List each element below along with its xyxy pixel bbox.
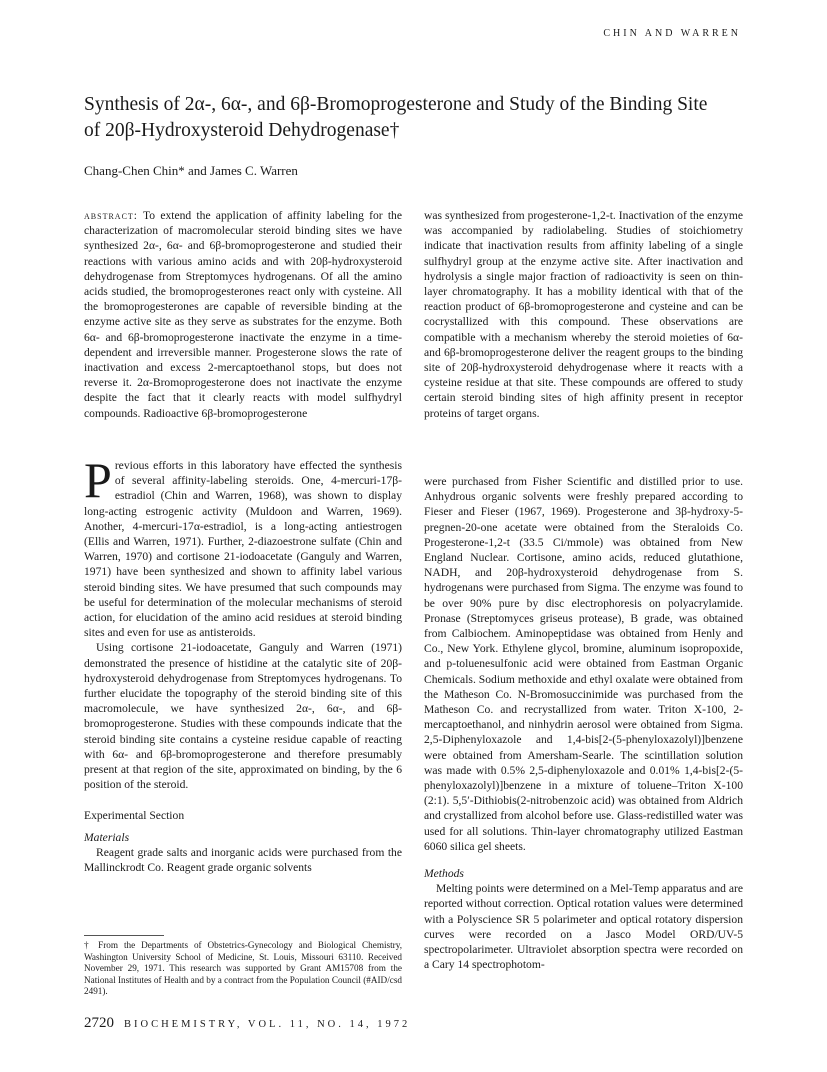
subsection-heading: Methods (424, 867, 464, 881)
footnote: † From the Departments of Obstetrics-Gynecology and Biological Chemistry, Washington University School of Medicine, St. Louis, Missouri 63110. Received November 29, 1971. This research was supported by Grant AM15708 from the National Institutes of Health and by a contract from the Population Council (#AID/csd 2491). (84, 940, 402, 997)
abstract-label: abstract: (84, 209, 139, 222)
authors: Chang-Chen Chin* and James C. Warren (84, 163, 298, 178)
footnote-rule (84, 935, 164, 936)
paragraph: were purchased from Fisher Scientific and distilled prior to use. Anhydrous organic solvents were freshly prepared according to Fieser and Fieser (1967, 1969). Progesterone and 3β-hydroxy-5-pregnen-20-one acetate were obtained from the Steraloids Co. Progesterone-1,2-t (33.5 Ci/mmole) was obtained from New England Nuclear. Cortisone, amino acids, reduced glutathione, NADH, and 20β-hydroxysteroid dehydrogenase from S. hydrogenans were purchased from Sigma. The enzyme was found to be over 90% pure by disc electrophoresis on polyacrylamide. Pronase (Streptomyces griseus protease), B grade, was obtained from Calbiochem. Aminopeptidase was obtained from Henly and Co., New York. Ethylene glycol, bromine, aluminum isopropoxide, and p-toluenesulfonic acid were obtained from Eastman Organic Chemicals. Sodium methoxide and ethyl oxalate were obtained from the Matheson Co. N-Bromosuccinimide was purchased from the Matheson Co. and recrystallized from water. Triton X-100, 2-mercaptoethanol, and ninhydrin aerosol were obtained from Sigma. 2,5-Diphenyloxazole and 1,4-bis[2-(5-phenyloxazolyl)]benzene were obtained from Amersham-Searle. The scintillation solution was made with 0.5% 2,5-diphenyloxazole and 0.01% 1,4-bis[2-(5-phenyloxazolyl)]benzene in a mixture of toluene–Triton X-100 (2:1). 5,5′-Dithiobis(2-nitrobenzoic acid) was obtained from Aldrich and crystallized from alcohol before use. Glass-redistilled water was used for all solutions. Thin-layer chromatography utilized Eastman 6060 silica gel sheets. (424, 475, 743, 853)
body-right-column (424, 474, 743, 973)
section-heading: Experimental Section (84, 809, 185, 823)
journal-citation: BIOCHEMISTRY, VOL. 11, NO. 14, 1972 (124, 1019, 411, 1030)
drop-cap: P (84, 452, 112, 508)
paragraph: Melting points were determined on a Mel-Temp apparatus and are reported without correction. Optical rotation values were determined with a Polyscience SR 5 polarimeter and optical rotatory dispersion curves were recorded on a Jasco Model ORD/UV-5 spectropolarimeter. Ultraviolet absorption spectra were recorded on a Cary 14 spectrophotom- (424, 882, 743, 972)
paragraph: Reagent grade salts and inorganic acids were purchased from the Mallinckrodt Co. Reagent grade organic solvents (84, 845, 402, 875)
article-title: Synthesis of 2α-, 6α-, and 6β-Bromoprogesterone and Study of the Binding Site of 20β-Hydroxysteroid Dehydrogenase† (84, 94, 708, 141)
abstract-text-left: To extend the application of affinity labeling for the characterization of macromolecular steroid binding sites we have synthesized 2α-, 6α- and 6β-bromoprogesterone and studied their reactions with various amino acids and with 20β-hydroxysteroid dehydrogenase from Streptomyces hydrogenans. Of all the amino acids studied, the bromoprogesterones react only with cysteine. All the bromoprogesterones are capable of reversible binding at the enzyme active site as they serve as substrates for the enzyme. Both 6α- and 6β-bromoprogesterone inactivate the enzyme in a time-dependent and irreversible manner. Progesterone slows the rate of inactivation and excess 2-mercaptoethanol stops, but does not reverse it. 2α-Bromoprogesterone does not inactivate the enzyme despite the fact that it clearly reacts with model sulfhydryl compounds. Radioactive 6β-bromoprogesterone (84, 209, 402, 420)
page-footer (84, 1015, 410, 1032)
paragraph: Using cortisone 21-iodoacetate, Ganguly and Warren (1971) demonstrated the presence of histidine at the catalytic site of 20β-hydroxysteroid dehydrogenase from Streptomyces hydrogenans. To further elucidate the topography of the steroid binding site of this macromolecule, we have synthesized 2α-, 6α-, and 6β-bromoprogesterone. Studies with these compounds indicate that the steroid binding site contains a cysteine residue capable of reacting with 6α- and 6β-bromoprogesterone and therefore presumably present at that region of the site, approximated on binding, by the 6 position of the steroid. (84, 641, 402, 792)
running-head: CHIN AND WARREN (603, 28, 741, 39)
page-number: 2720 (84, 1015, 114, 1031)
intro-paragraph: revious efforts in this laboratory have effected the synthesis of several affinity-labeling steroids. One, 4-mercuri-17β-estradiol (Chin and Warren, 1968), was shown to display long-acting estrogenic activity (Muldoon and Warren, 1969). Another, 4-mercuri-17α-estradiol, is a long-acting antiestrogen (Ellis and Warren, 1971). Further, 2-diazoestrone sulfate (Chin and Warren, 1970) and cortisone 21-iodoacetate (Ganguly and Warren, 1971) have been synthesized and shown to affinity label various steroid binding sites. We have presumed that such compounds may be useful for determination of the molecular mechanisms of steroid action, for elucidation of the amino acid residues at steroid binding sites and even for use as antisteroids. (84, 459, 402, 640)
abstract-right-column (424, 208, 743, 421)
abstract-left-column (84, 208, 402, 421)
body-left-column (84, 452, 402, 875)
abstract-text-right: was synthesized from progesterone-1,2-t. Inactivation of the enzyme was accompanied by radiolabeling. Studies of stoichiometry indicate that inactivation results from affinity labeling of a single sulfhydryl group at the enzyme active site. After inactivation and hydrolysis a single major fraction of radioactivity is seen on thin-layer chromatography. It has a mobility identical with that of the reaction product of 6β-bromoprogesterone and cysteine and can be cocrystallized with this compound. These observations are compatible with a mechanism whereby the steroid moieties of 6α- and 6β-bromoprogesterone deliver the reagent groups to the binding site of 20β-hydroxysteroid dehydrogenase where it reacts with a cysteine residue at that site. These compounds are offered to study certain steroid binding sites of high affinity present in receptor proteins of target organs. (424, 209, 743, 420)
subsection-heading: Materials (84, 830, 130, 844)
